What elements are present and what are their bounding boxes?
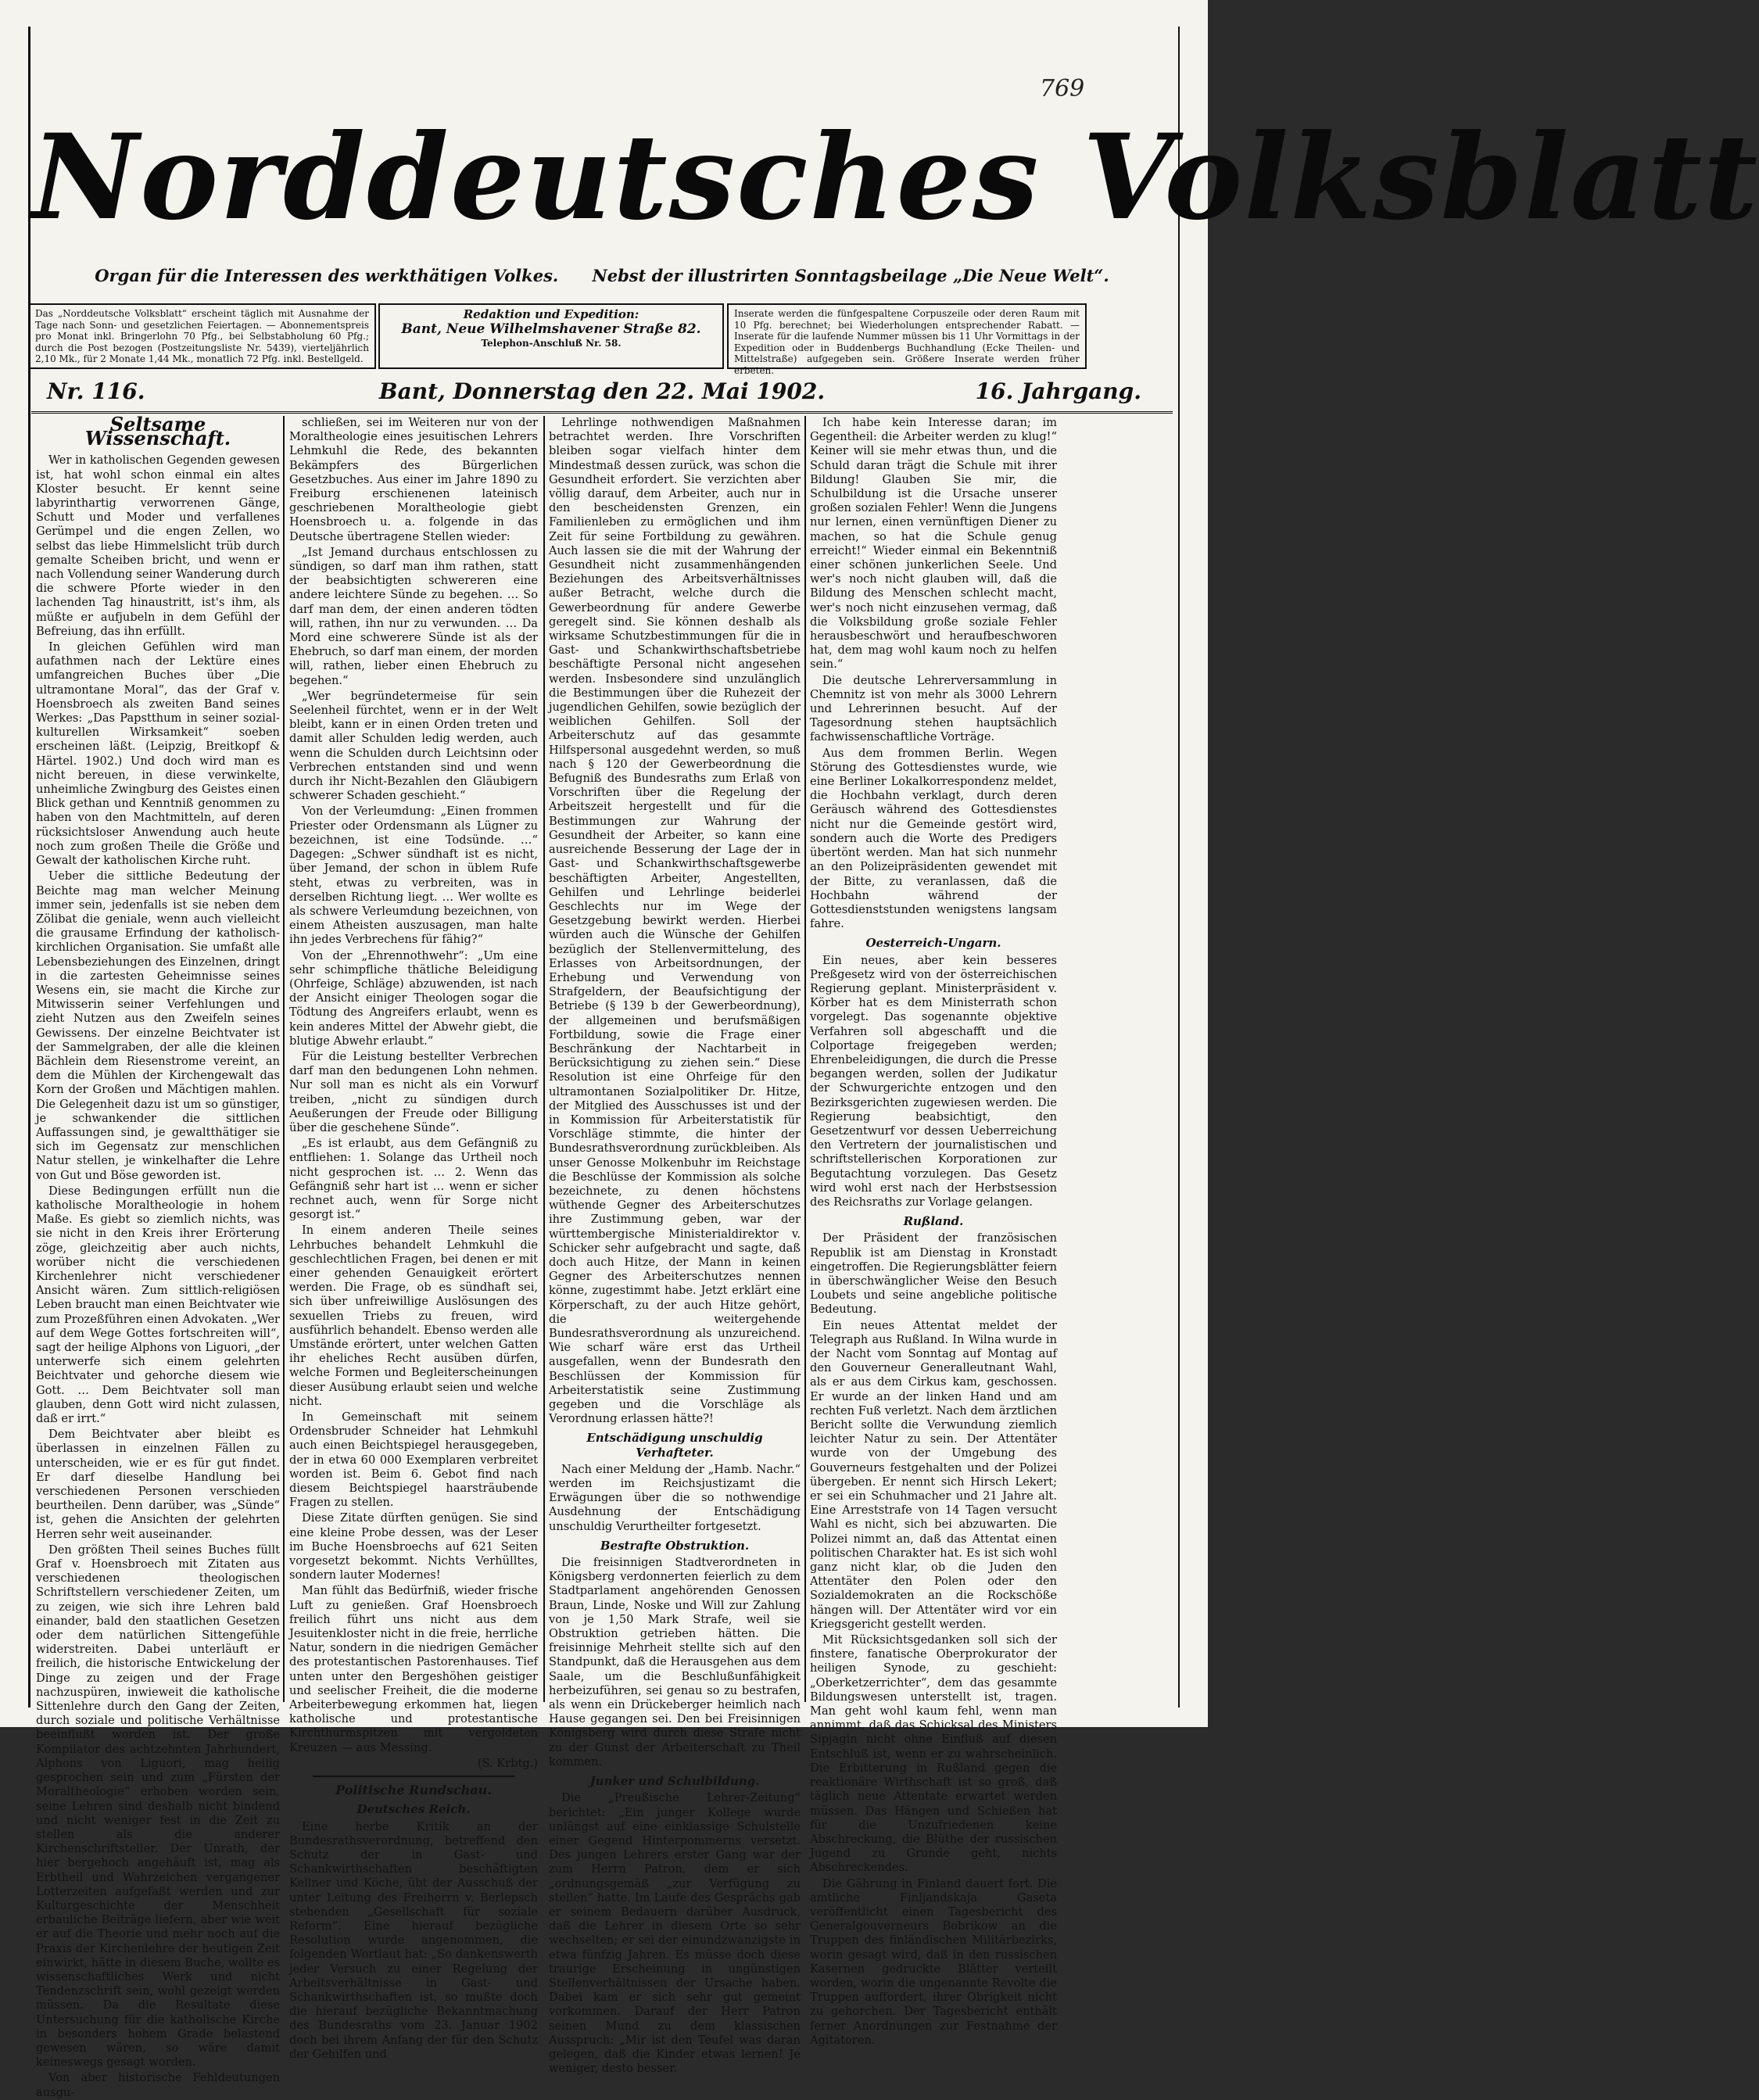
subtitle-left: Organ für die Interessen des werkthätigen Volkes. [95, 266, 559, 285]
article-paragraph: Ich habe kein Interesse daran; im Gegentheil: die Arbeiter werden zu klug!“ Keiner will sie mehr etwas thun, und die Schuld daran trägt die Schule mit ihrer Bildung! Glauben Sie mir, die Schulbildung ist die Ursache unserer großen sozialen Fehler! Wenn die Jungens nur lernen, einen vernünftigen Diener zu machen, so hat die Schule genug erreicht!“ Wieder einmal ein Bekenntniß einer schönen junkerlichen Seele. Und wer's noch nicht glauben will, daß die Bildung des Menschen schlecht macht, wer's noch nicht einzusehen vermag, daß die Volksbildung große soziale Fehler herausbeschwört und heraufbeschworen hat, dem mag wohl kaum noch zu helfen sein.“ [810, 416, 1057, 672]
column-4 [810, 416, 1057, 2047]
article-paragraph: In Gemeinschaft mit seinem Ordensbruder Schneider hat Lehmkuhl auch einen Beichtspiegel herausgegeben, der in etwa 60 000 Exemplaren verbreitet worden ist. Beim 6. Gebot find nach diesem Beichtspiegel haarsträubende Fragen zu stellen. [289, 1410, 538, 1510]
subsection-heading: Rußland. [903, 1214, 964, 1229]
office-telephone: Telephon-Anschluß Nr. 58. [481, 338, 622, 349]
article-paragraph: Diese Zitate dürften genügen. Sie sind eine kleine Probe dessen, was der Leser im Buche Hoensbroechs auf 621 Seiten vorgesetzt bekommt. Nichts Verhülltes, sondern lauter Modernes! [289, 1511, 538, 1582]
article-paragraph: Aus dem frommen Berlin. Wegen Störung des Gottesdienstes wurde, wie eine Berliner Lokalkorrespondenz meldet, die Hochbahn verklagt, durch deren Geräusch während des Gottesdienstes nicht nur die Gemeinde gestört wird, sondern auch die Worte des Predigers übertönt werden. Man hat sich nunmehr an den Polizeipräsidenten gewendet mit der Bitte, zu veranlassen, daß die Hochbahn während der Gottesdienststunden wenigstens langsam fahre. [810, 746, 1057, 931]
column-rule [543, 416, 545, 1702]
issue-number: Nr. 116. [47, 378, 145, 404]
column-1 [36, 413, 280, 2099]
editorial-office-box [378, 303, 724, 369]
article-paragraph: Die freisinnigen Stadtverordneten in Königsberg verdonnerten feierlich zu dem Stadtparlament angehörenden Genossen Braun, Linde, Noske und Will zur Zahlung von je 1,50 Mark Strafe, weil sie Obstruktion getrieben hätten. Die freisinnige Mehrheit stellte sich auf den Standpunkt, daß die Herausgehen aus dem Saale, um die Beschlußunfähigkeit herbeizuführen, sei genau so zu bestrafen, als wenn ein Drückeberger heimlich nach Hause gegangen sei. Den bei Freisinnigen Königsberg wird durch diese Strafe nicht zu der Gunst der Arbeiterschaft zu Theil kommen. [549, 1556, 801, 1769]
article-paragraph: Die Gährung in Finland dauert fort. Die amtliche Finljandskaja Gaseta veröffentlicht einen Tagesbericht des Generalgouverneurs Bobrikow an die Truppen des finländischen Militärbezirks, worin gesagt wird, daß in den russischen Kasernen gedruckte Blätter verteilt worden, worin die ungenannte Revolte die Truppen auffordert, ihrer Obrigkeit nicht zu gehorchen. Der Tagesbericht enthält ferner Anordnungen zur Festnahme der Agitatoren. [810, 1876, 1057, 2047]
article-paragraph: Mit Rücksichtsgedanken soll sich der finstere, fanatische Oberprokurator der heiligen Synode, zu geschieht: „Oberketzerrichter“, dem das gesammte Bildungswesen unterstellt ist, tragen. Man geht wohl kaum fehl, wenn man annimmt, daß das Schicksal des Ministers Sipjagin nicht ohne Einfluß auf diesen Entschluß ist, wenn er zu wahrscheinlich. Die Erbitterung in Rußland gegen die reaktionäre Wirthschaft ist so groß, daß täglich neue Attentate erwartet werden müssen. Das Hängen und Schießen hat für die Unzufriedenen keine Abschreckung, die Blüthe der russischen Jugend zu Grunde geht, nichts Abschreckendes. [810, 1633, 1057, 1875]
section-heading: Politische Rundschau. [335, 1783, 492, 1798]
article-paragraph: Nach einer Meldung der „Hamb. Nachr.“ werden im Reichsjustizamt die Erwägungen über die so nothwendige Ausdehnung der Entschädigung unschuldig Verurtheilter fortgesetzt. [549, 1462, 801, 1533]
subsection-heading: Deutsches Reich. [356, 1802, 471, 1817]
column-3 [549, 416, 801, 2076]
article-paragraph: „Ist Jemand durchaus entschlossen zu sündigen, so darf man ihm rathen, statt der beabsichtigten schwereren eine andere leichtere Sünde zu begehen. … So darf man dem, der einen anderen tödten will, rathen, ihn nur zu verwunden. … Da Mord eine schwerere Sünde ist als der Ehebruch, so darf man einem, der morden will, rathen, lieber einen Ehebruch zu begehen.“ [289, 545, 538, 687]
article-paragraph: schließen, sei im Weiteren nur von der Moraltheologie eines jesuitischen Lehrers Lehmkuhl die Rede, des bekannten Bekämpfers des Bürgerlichen Gesetzbuches. Aus einer im Jahre 1890 zu Freiburg erschienenen lateinisch geschriebenen Moraltheologie giebt Hoensbroech u. a. folgende in das Deutsche übertragene Stellen wieder: [289, 416, 538, 543]
advertising-box: Inserate werden die fünfgespaltene Corpuszeile oder deren Raum mit 10 Pfg. berechnet; bei Wiederholungen entsprechender Rabatt. — Inserate für die laufende Nummer müssen bis 11 Uhr Vormittags in der Expedition oder in Buddenbergs Buchhandlung (Ecke Theilen- und Mittelstraße) aufgegeben sein. Größere Inserate werden früher erbeten. [727, 303, 1087, 369]
masthead-subtitle [31, 266, 1173, 285]
subsection-heading: Oesterreich-Ungarn. [865, 936, 1001, 951]
article-paragraph: Von der Verleumdung: „Einen frommen Priester oder Ordensmann als Lügner zu bezeichnen, ist eine Todsünde. …“ Dagegen: „Schwer sündhaft ist es nicht, über Jemand, der schon in üblem Rufe steht, etwas zu verbreiten, was in derselben Richtung liegt. … Wer wollte es als schwere Verleumdung bezeichnen, von einem Atheisten auszusagen, man halte ihn jedes Verbrechens für fähig?“ [289, 805, 538, 947]
office-heading: Redaktion und Expedition: [463, 307, 639, 321]
article-paragraph: „Es ist erlaubt, aus dem Gefängniß zu entfliehen: 1. Solange das Urtheil noch nicht gesprochen ist. … 2. Wenn das Gefängniß sehr hart ist … wenn er sicher rechnet auch, wenn für Sorge nicht gesorgt ist.“ [289, 1137, 538, 1222]
article-paragraph: Lehrlinge nothwendigen Maßnahmen betrachtet werden. Ihre Vorschriften bleiben sogar vielfach hinter dem Mindestmaß dessen zurück, was schon die Gesundheit erfordert. Sie verzichten aber völlig darauf, dem Arbeiter, auch nur in den bescheidensten Grenzen, ein Familienleben zu ermöglichen und ihm Zeit für seine Fortbildung zu gewähren. Auch lassen sie die mit der Wahrung der Gesundheit nicht zusammenhängenden Beziehungen des Arbeitsverhältnisses außer Betracht, welche durch die Gewerbeordnung für andere Gewerbe geregelt sind. Sie können deshalb als wirksame Schutzbestimmungen für die in Gast- und Schankwirthschaftsbetriebe beschäftigte Personal nicht angesehen werden. Insbesondere sind unzulänglich die Bestimmungen über die Ruhezeit der jugendlichen Gehilfen, sowie bezüglich der weiblichen Gehilfen. Soll der Arbeiterschutz auf das gesammte Hilfspersonal ausgedehnt werden, so muß nach § 120 der Gewerbeordnung die Befugniß des Bundesraths zum Erlaß von Vorschriften über die Regelung der Arbeitszeit hergestellt und für die Bestimmungen zur Wahrung der Gesundheit der Arbeiter, so kann eine ausreichende Besserung der Lage der in Gast- und Schankwirthschaftsgewerbe beschäftigten Arbeiter, Angestellten, Gehilfen und Lehrlinge beiderlei Geschlechts nur im Wege der Gesetzgebung bewirkt werden. Hierbei würden auch die Wünsche der Gehilfen bezüglich der Stellenvermittelung, des Erlasses von Arbeitsordnungen, der Erhebung und Verwendung von Strafgeldern, der Beaufsichtigung der Betriebe (§ 139 b der Gewerbeordnung), der allgemeinen und berufsmäßigen Fortbildung, sowie die Frage einer Beschränkung der Nachtarbeit in Berücksichtigung zu ziehen sein.“ Diese Resolution ist eine Ohrfeige für den ultramontanen Sozialpolitiker Dr. Hitze, der Mitglied des Ausschusses ist und der in Kommission für Arbeiterstatistik für Vorschläge stimmte, die hinter der Bundesrathsverordnung zurückbleiben. Als unser Genosse Molkenbuhr im Reichstage die Beschlüsse der Kommission als solche bezeichnete, zu denen höchstens wüthende Gegner des Arbeiterschutzes ihre Zustimmung geben, war der württembergische Ministerialdirektor v. Schicker sehr aufgebracht und sagte, daß doch auch Hitze, der Mann in keinen Gegner des Arbeiterschutzes nennen könne, zugestimmt habe. Jetzt erklärt eine Körperschaft, zu der auch Hitze gehört, die weitergehende Bundesrathsverordnung als unzureichend. Wie scharf wäre erst das Urtheil ausgefallen, wenn der Bundesrath den Beschlüssen der Kommission für Arbeiterstatistik seine Zustimmung gegeben und die Vorschläge als Verordnung erlassen hätte?! [549, 416, 801, 1426]
section-divider [313, 1776, 514, 1777]
article-paragraph: Die deutsche Lehrerversammlung in Chemnitz ist von mehr als 3000 Lehrern und Lehrerinnen besucht. Auf der Tagesordnung stehen hauptsächlich fachwissenschaftliche Vorträge. [810, 673, 1057, 744]
article-paragraph: Der Präsident der französischen Republik ist am Dienstag in Kronstadt eingetroffen. Die Regierungsblätter feiern in überschwänglicher Weise den Besuch Loubets und seine angebliche politische Bedeutung. [810, 1231, 1057, 1317]
column-rule [804, 416, 806, 1702]
article-paragraph: „Wer begründetermeise für sein Seelenheil fürchtet, wenn er in der Welt bleibt, kann er in einen Orden treten und damit aller Schulden ledig werden, auch wenn die Schulden durch Leichtsinn oder Verbrechen entstanden sind und wenn durch ihr Nicht-Bezahlen den Gläubigern schwerer Schaden geschieht.“ [289, 689, 538, 803]
masthead-title: Norddeutsches Volksblatt [31, 109, 1759, 246]
article-heading: Seltsame Wissenschaft. [84, 413, 231, 450]
office-address: Bant, Neue Wilhelmshavener Straße 82. [401, 321, 701, 337]
article-paragraph: Ein neues Attentat meldet der Telegraph aus Rußland. In Wilna wurde in der Nacht vom Sonntag auf Montag auf den Gouverneur Generalleutnant Wahl, als er aus dem Cirkus kam, geschossen. Er wurde an der linken Hand und am rechten Fuß verletzt. Nach dem ärztlichen Bericht sollte die Verwundung ziemlich leichter Natur zu sein. Der Attentäter wurde von der Umgebung des Gouverneurs festgehalten und der Polizei übergeben. Er nennt sich Hirsch Lekert; er sei ein Schuhmacher und 21 Jahre alt. Eine Arreststrafe von 14 Tagen versucht Wahl es nicht, sich bei abzuwarten. Die Polizei nimmt an, daß das Attentat einen politischen Charakter hat. Es ist sich wohl ganz nicht klar, ob die Juden den Attentäter den Polen oder den Sozialdemokraten an die Rockschöße hängen will. Der Attentäter wird vor ein Kriegsgericht gestellt werden. [810, 1318, 1057, 1631]
article-paragraph: Eine herbe Kritik an der Bundesrathsverordnung, betreffend den Schutz der in Gast- und Schankwirthschaften beschäftigten Kellner und Köche, übt der Ausschuß der unter Leitung des Freiherrn v. Berlepsch stehenden „Gesellschaft für soziale Reform“. Eine hierauf bezügliche Resolution wurde angenommen, die folgenden Wortlaut hat: „So dankenswerth jeder Versuch zu einer Regelung der Arbeitsverhältnisse in Gast- und Schankwirthschaften ist, so mußte doch die hierauf bezügliche Bekanntmachung des Bundesraths vom 23. Januar 1902 doch bei ihrem Anfang der für den Schutz der Gehilfen und [289, 1819, 538, 2061]
article-paragraph: Wer in katholischen Gegenden gewesen ist, hat wohl schon einmal ein altes Kloster besucht. Er kennt seine labyrinthartig verworrenen Gänge, Schutt und Moder und verfallenes Gerümpel und die engen Zellen, wo selbst das liebe Himmelslicht trüb durch gemalte Scheiben bricht, und wenn er nach Vollendung seiner Wanderung durch die schwere Pforte wieder in den lachenden Tag hinaustritt, ist's ihm, als müßte er aufjubeln in dem Gefühl der Befreiung, das ihn erfüllt. [36, 453, 280, 638]
article-paragraph: Ueber die sittliche Bedeutung der Beichte mag man welcher Meinung immer sein, jedenfalls ist sie neben dem Zölibat die geniale, wenn auch vielleicht die grausame Erfindung der katholisch-kirchlichen Organisation. Sie umfaßt alle Lebensbeziehungen des Einzelnen, dringt in die zartesten Geheimnisse seines Wesens ein, sie macht die Kirche zur Mitwisserin seiner Verfehlungen und zieht Nutzen aus den Zweifeln seines Gewissens. Der einzelne Beichtvater ist der Sammelgraben, der alle die kleinen Bächlein dem Riesenstrome vereint, an dem die Mühlen der Kirchengewalt das Korn der Großen und Mächtigen mahlen. Die Gelegenheit dazu ist um so günstiger, je schwankender die sittlichen Auffassungen sind, je gewaltthätiger sie sich im Gegensatz zur menschlichen Natur stellen, je winkelhafter die Lehre von Gut und Böse geworden ist. [36, 869, 280, 1182]
subsection-heading: Entschädigung unschuldig Verhafteter. [586, 1431, 763, 1460]
issue-bar [31, 374, 1173, 414]
article-paragraph: In gleichen Gefühlen wird man aufathmen nach der Lektüre eines umfangreichen Buches über „Die ultramontane Moral“, das der Graf v. Hoensbroech als zweiten Band seines Werkes: „Das Papstthum in seiner sozial-kulturellen Wirksamkeit“ soeben erscheinen läßt. (Leipzig, Breitkopf & Härtel. 1902.) Und doch wird man es nicht bereuen, in diese verwinkelte, unheimliche Zwingburg des Geistes einen Blick gethan und Kenntniß genommen zu haben von den Machtmitteln, auf deren rücksichtsloser Anwendung auch heute noch zum großen Theile die Größe und Gewalt der katholischen Kirche ruht. [36, 640, 280, 868]
article-paragraph: Von der „Ehrennothwehr“: „Um eine sehr schimpfliche thätliche Beleidigung (Ohrfeige, Schläge) abzuwenden, ist nach der Ansicht einiger Theologen sogar die Tödtung des Angreifers erlaubt, wenn es kein anderes Mittel der Abwehr giebt, die blutige Abwehr erlaubt.“ [289, 948, 538, 1048]
article-paragraph: Den größten Theil seines Buches füllt Graf v. Hoensbroech mit Zitaten aus verschiedenen theologischen Schriftstellern verschiedener Zeiten, um zu zeigen, wie sich ihre Lehren bald einander, bald den staatlichen Gesetzen oder dem natürlichen Sittengefühle widerstreiten. Dabei unterläuft er freilich, die historische Entwickelung der Dinge zu zeigen und der Frage nachzuspüren, inwieweit die katholische Sittenlehre durch den Gang der Zeiten, durch soziale und politische Verhältnisse beeinflußt worden ist. Der große Kompilator des achtzehnten Jahrhundert, Alphons von Liguori, mag heilig gesprochen sein und zum „Fürsten der Moraltheologie“ erhoben worden sein, seine Lehren sind deshalb nicht bindend und nicht weniger fest in die Zeit zu stellen als die anderer Kirchenschriftsteller. Der Unrath, der hier bergehoch angehäuft ist, mag als Erbtheil und Wahrzeichen vergangener Lotterzeiten aufgefaßt werden und zur Kulturgeschichte der Menschheit erbauliche Beiträge liefern, aber wie weit er auf die Theorie und mehr noch auf die Praxis der Kirchenlehre der heutigen Zeit einwirkt, hätte in diesem Buche, wollte es wissenschaftliches Werk und nicht Tendenzschrift sein, wohl gezeigt werden müssen. Da die Resultate diese Untersuchung für die katholische Kirche in besonders hohem Grade belastend gewesen wären, so wäre damit keineswegs gesagt worden. [36, 1543, 280, 2070]
subsection-heading: Junker und Schulbildung. [589, 1774, 760, 1789]
column-2 [289, 416, 538, 2061]
subtitle-right: Nebst der illustrirten Sonntagsbeilage „Die Neue Welt“. [592, 266, 1109, 285]
article-paragraph: In einem anderen Theile seines Lehrbuches behandelt Lehmkuhl die geschlechtlichen Fragen, bei denen er mit einer gehenden Genauigkeit erörtert werden. Die Frage, ob es sündhaft sei, sich über unfreiwillige Auslösungen des sexuellen Triebs zu freuen, wird ausführlich behandelt. Ebenso werden alle Umstände erörtert, unter welchen Gatten ihr eheliches Recht ausüben dürfen, welche Formen und Begleiterscheinungen dieser Ausübung erlaubt seien und welche nicht. [289, 1224, 538, 1408]
article-paragraph: Von aber historische Fehldeutungen ausgu- [36, 2071, 280, 2099]
issue-volume: 16. Jahrgang. [975, 378, 1141, 404]
page-number-mark: 769 [1040, 75, 1085, 102]
article-paragraph: Die „Preußische Lehrer-Zeitung“ berichtet: „Ein junger Kollege wurde unlängst auf eine einklassige Schulstelle einer Gegend Hinterpommerns versetzt. Des jungen Lehrers erster Gang war der zum Herrn Patron, dem er sich „ordnungsgemäß „zur Verfügung zu stellen“ hatte. Im Laufe des Gesprächs gab er seinem Bedauern darüber Ausdruck, daß die Lehrer in diesem Orte so sehr wechselten; er sei der einundzwanzigste in etwa fünfzig Jahren. Es müsse doch diese traurige Erscheinung in ungünstigen Stellenverhältnissen der Ursache haben. Dabei kam er sich sehr gut gemeint vorkommen. Darauf der Herr Patron seinen Mund zu dem klassischen Ausspruch: „Mir ist den Teufel was daran gelegen, daß die Kinder etwas lernen! Je weniger, desto besser. [549, 1791, 801, 2076]
article-paragraph: Für die Leistung bestellter Verbrechen darf man den bedungenen Lohn nehmen. Nur soll man es nicht als ein Vorwurf treiben, „nicht zu sündigen durch Aeußerungen der Freude oder Billigung über die geschehene Sünde“. [289, 1049, 538, 1134]
article-paragraph: Ein neues, aber kein besseres Preßgesetz wird von der österreichischen Regierung geplant. Ministerpräsident v. Körber hat es dem Ministerrath schon vorgelegt. Das sogenannte objektive Verfahren soll abgeschafft und die Colportage freigegeben werden; Ehrenbeleidigungen, die durch die Presse begangen werden, sollen der Judikatur der Schwurgerichte entzogen und den Bezirksgerichten zugewiesen werden. Die Regierung beabsichtigt, den Gesetzentwurf vor dessen Ueberreichung den Vertretern der journalistischen und schriftstellerischen Korporationen zur Begutachtung vorzulegen. Das Gesetz wird wohl erst nach der Herbstsession des Reichsraths zur Vorlage gelangen. [810, 953, 1057, 1209]
article-paragraph: Man fühlt das Bedürfniß, wieder frische Luft zu genießen. Graf Hoensbroech freilich führt uns nicht aus dem Jesuitenkloster nicht in die freie, herrliche Natur, sondern in die niedrigen Gemächer des protestantischen Pastorenhauses. Tief unten unter den Bergeshöhen geistiger und seelischer Freiheit, die die moderne Arbeiterbewegung erkommen hat, liegen katholische und protestantische Kirchthurmspitzen mit vergoldeten Kreuzen — aus Messing. [289, 1584, 538, 1754]
issue-date: Bant, Donnerstag den 22. Mai 1902. [378, 378, 826, 404]
column-rule [283, 416, 285, 1702]
article-paragraph: Diese Bedingungen erfüllt nun die katholische Moraltheologie in hohem Maße. Es giebt so ziemlich nichts, was sie nicht in den Kreis ihrer Erörterung zöge, gleichzeitig aber auch nichts, worüber nicht die verschiedenen Kirchenlehrer nicht verschiedener Ansicht wären. Zum sittlich-religiösen Leben braucht man einen Beichtvater wie zum Prozeßführen einen Advokaten. „Wer auf dem Wege Gottes fortschreiten will“, sagt der heilige Alphons von Liguori, „der unterwerfe sich einem gelehrten Beichtvater und gehorche diesem wie Gott. … Dem Beichtvater soll man glauben, denn Gott wird nicht zulassen, daß er irrt.“ [36, 1184, 280, 1426]
subsection-heading: Bestrafte Obstruktion. [600, 1538, 750, 1553]
article-paragraph: Dem Beichtvater aber bleibt es überlassen in einzelnen Fällen zu unterscheiden, wie er es für gut findet. Er darf dieselbe Handlung bei verschiedenen Personen verschieden beurtheilen. Denn darüber, was „Sünde“ ist, gehen die Ansichten der gelehrten Herren sehr weit auseinander. [36, 1428, 280, 1541]
article-signature: (S. Krbtg.) [477, 1756, 538, 1770]
subscription-box: Das „Norddeutsche Volksblatt“ erscheint täglich mit Ausnahme der Tage nach Sonn- und gesetzlichen Feiertagen. — Abonnementspreis pro Monat inkl. Bringerlohn 70 Pfg., bei Selbstabholung 60 Pfg.; durch die Post bezogen (Postzeitungsliste Nr. 5439), vierteljährlich 2,10 Mk., für 2 Monate 1,44 Mk., monatlich 72 Pfg. inkl. Bestellgeld. [28, 303, 376, 369]
